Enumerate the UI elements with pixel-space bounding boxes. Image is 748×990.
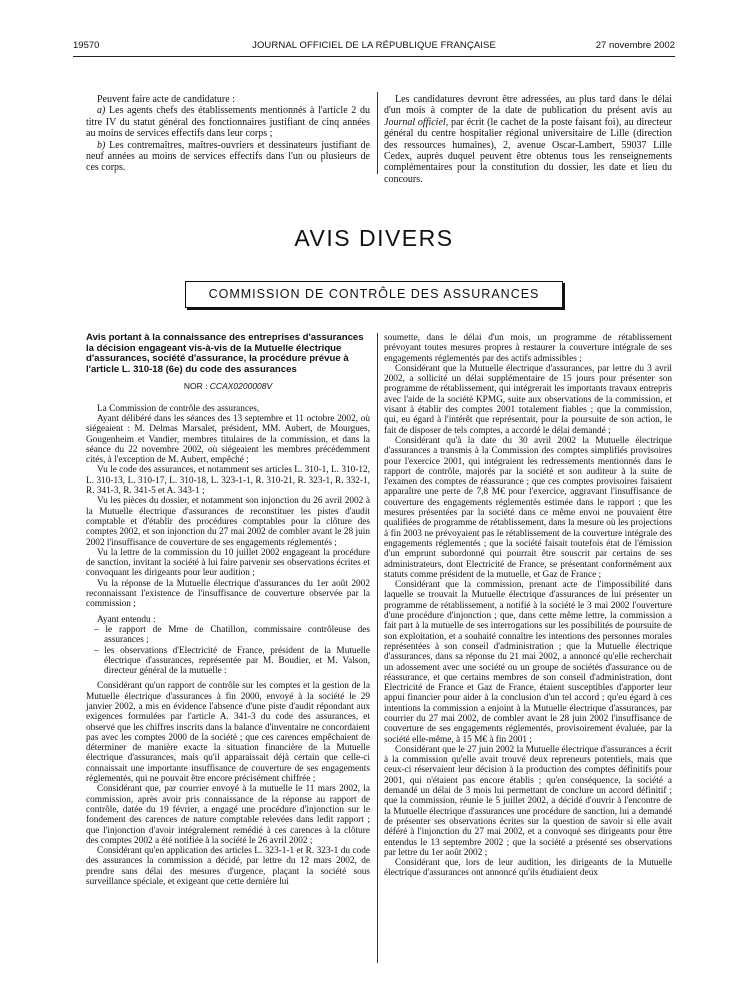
candidature-intro: Peuvent faire acte de candidature : <box>97 94 235 105</box>
paragraph: Considérant que, par courrier envoyé à la mutuelle le 11 mars 2002, la commission, après avoir pris connaissance de la réponse au rapport de contrôle, datée du 19 février, a engagé une procédure d'injonction sur le fondement des carences de nature comptable relevées dans ledit rapport ; que l'injonction d'avoir intégralement remédié à ces carences à la clôture des comptes 2002 a été notifiée à la société le 26 avril 2002 ; <box>86 784 370 846</box>
paragraph: Considérant qu'un rapport de contrôle sur les comptes et la gestion de la Mutuelle électrique d'assurances à fin 2000, envoyé à la société le 29 janvier 2002, a mis en évidence l'absence d'une piste d'audit répondant aux exigences formulées par l'article A. 341-3 du code des assurances, et observé que les chiffres inscrits dans la balance d'inventaire ne concordaient pas avec les comptes 2000 de la société ; que ces carences empêchaient de déterminer de manière exacte la situation financière de la Mutuelle électrique d'assurances, mais qu'il apparaissait déjà certain que celle-ci connaissait une importante insuffisance de couverture de ses engagements réglementés, qui ne pouvait être encore précisément chiffrée ; <box>86 681 370 785</box>
paragraph: Considérant que la Mutuelle électrique d'assurances, par lettre du 3 avril 2002, a sollicité un délai supplémentaire de 15 jours pour présenter son programme de rétablissement, qui intégrerait les importants travaux entrepris avec l'aide de la société KPMG, suite aux observations de la commission, et visant à établir des comptes 2001 totalement fiables ; que la commission, qui, eu égard à l'intérêt que représentait, pour la poursuite de son action, le fait de disposer de tels comptes, a accordé le délai demandé ; <box>384 363 672 436</box>
paragraph: Vu le code des assurances, et notamment ses articles L. 310-1, L. 310-12, L. 310-13, L. 310-17, L. 310-18, L. 323-1-1, R. 310-21, R. 323-1, R. 332-1, R. 341-3, R. 341-5 et A. 343-1 ; <box>86 465 370 497</box>
paragraph: Considérant que le 27 juin 2002 la Mutuelle électrique d'assurances a écrit à la commission qu'elle avait trouvé deux repreneurs potentiels, mais que ceux-ci réservaient leur décision à la production des comptes définitifs pour 2001, qui n'étaient pas encore établis ; qu'en conséquence, la société a demandé un délai de 3 mois lui permettant de conclure un accord définitif ; que la commission, réunie le 5 juillet 2002, a décidé d'ouvrir à l'encontre de la Mutuelle électrique d'assurances une procédure de sanction, lui a demandé de présenter ses observations écrites sur la question de savoir si elle avait déféré à l'injonction du 27 mai 2002, et a convoqué ses dirigeants pour être entendus le 13 septembre 2002 ; que la société a présenté ses observations par lettre du 1er août 2002 ; <box>384 744 672 858</box>
article-title: Avis portant à la connaissance des entreprises d'assurances la décision engageant vis-à-vis de la Mutuelle électrique d'assurances, société d'assurance, la procédure prévue à l'article L. 310-18 (6e) du code des assurances <box>86 332 364 375</box>
candidature-item-b: b) Les contremaîtres, maîtres-ouvriers et dessinateurs justifiant de neuf années au moins de services effectifs dans l'un ou plusieurs de ces corps. <box>86 139 370 174</box>
paragraph: soumette, dans le délai d'un mois, un programme de rétablissement prévoyant toutes mesures propres à restaurer la couverture intégrale de ses engagements réglementés par des actifs admissibles ; <box>384 333 672 364</box>
page-header <box>73 40 675 54</box>
column-divider <box>377 333 378 963</box>
top-right-column <box>384 94 672 185</box>
paragraph: Ayant entendu : <box>97 614 156 625</box>
article-left-column <box>86 333 370 887</box>
paragraph: Considérant que, lors de leur audition, les dirigeants de la Mutuelle électrique d'assurances ont annoncé qu'ils étudiaient deux <box>384 858 672 879</box>
paragraph: Vu la réponse de la Mutuelle électrique d'assurances du 1er août 2002 reconnaissant l'existence de l'insuffisance de couverture observée par la commission ; <box>86 578 370 610</box>
article-right-column <box>384 333 672 879</box>
commission-title: COMMISSION DE CONTRÔLE DES ASSURANCES <box>208 287 540 301</box>
journal-title: JOURNAL OFFICIEL DE LA RÉPUBLIQUE FRANÇAISE <box>252 40 496 51</box>
paragraph: Vu les pièces du dossier, et notamment son injonction du 26 avril 2002 à la Mutuelle électrique d'assurances de reconstituer les pistes d'audit comptable et d'établir des procédures comptables pour la clôture des comptes 2002, et son injonction du 27 mai 2002 de combler avant le 28 juin 2002 l'insuffisance de couverture de ses engagements réglementés ; <box>86 496 370 548</box>
list-item: – les observations d'Electricité de France, président de la Mutuelle électrique d'assurances, représentée par M. Boudier, et M. Valson, directeur général de la mutuelle : <box>94 645 370 677</box>
top-left-column <box>86 94 370 174</box>
paragraph: La Commission de contrôle des assurances, <box>97 403 260 414</box>
paragraph: Considérant qu'en application des articles L. 323-1-1 et R. 323-1 du code des assurances la commission a décidé, par lettre du 12 mars 2002, de prendre sans délai des mesures d'urgence, plaçant la société sous surveillance spéciale, et exigeant que cette dernière lui <box>86 846 370 888</box>
candidature-address: Les candidatures devront être adressées, au plus tard dans le délai d'un mois à compter de la date de publication du présent avis au Journal officiel, par écrit (le cachet de la poste faisant foi), au directeur général du centre hospitalier régional universitaire de Lille (direction des ressources humaines), 2, avenue Oscar-Lambert, 59037 Lille Cedex, auprès duquel peuvent être obtenus tous les renseignements complémentaires pour la constitution du dossier, les date et lieu du concours. <box>384 94 672 185</box>
header-rule <box>73 56 675 57</box>
list-item: – le rapport de Mme de Chatillon, commissaire contrôleuse des assurances ; <box>94 624 370 646</box>
paragraph: Vu la lettre de la commission du 10 juillet 2002 engageant la procédure de sanction, invitant la société à lui faire parvenir ses observations écrites et convoquant les dirigeants pour leur audition ; <box>86 547 370 579</box>
page-number: 19570 <box>73 40 100 51</box>
issue-date: 27 novembre 2002 <box>595 40 675 51</box>
paragraph: Ayant délibéré dans les séances des 13 septembre et 11 octobre 2002, où siégeaient : M. Delmas Marsalet, président, MM. Aubert, de Mourgues, Gougenheim et Vandier, membres titulaires de la commission, et dans la séance du 22 novembre 2002, où siégeaient les membres précédemment cités, à l'exception de M. Aubert, empêché ; <box>86 413 370 466</box>
commission-box <box>185 281 563 308</box>
nor-reference: NOR : CCAX0200008V <box>183 381 273 392</box>
hearing-list <box>86 625 370 676</box>
paragraph: Considérant qu'à la date du 30 avril 2002 la Mutuelle électrique d'assurances a transmis à la Commission des comptes simplifiés provisoires pour l'exercice 2001, qui intégraient les redressements mentionnés dans le rapport de contrôle, majorés par la société et son auditeur à la suite de l'examen des comptes de réassurance ; que ces comptes provisoires faisaient apparaître une perte de 7,8 M€ pour l'exercice, aggravant l'insuffisance de couverture des engagements réglementés estimée dans le rapport ; que les mesures présentées par la société dans ce même envoi ne pouvaient être qualifiées de programme de rétablissement, dans la mesure où les projections à fin 2003 ne prévoyaient pas le rétablissement de la couverture intégrale des engagements réglementés ; que la société faisait toutefois état de l'émission d'un emprunt subordonné qui pourrait être souscrit par certains de ses administrateurs, dont Electricité de France, se présentant conformément aux statuts comme président de la mutuelle, et Gaz de France ; <box>384 435 672 580</box>
column-divider <box>377 92 378 174</box>
paragraph: Considérant que la commission, prenant acte de l'impossibilité dans laquelle se trouvait la Mutuelle électrique d'assurances de lui présenter un programme de rétablissement, a notifié à la société le 3 mai 2002 l'ouverture d'une procédure d'injonction ; que, dans cette même lettre, la commission a fait part à la mutuelle de ses interrogations sur les possibilités de poursuite de son exploitation, et a souhaité connaître les intentions des personnes morales représentées à son conseil d'administration ; que la Mutuelle électrique d'assurances, dans sa réponse du 21 mai 2002, a annoncé qu'elle recherchait un adossement avec une société ou un groupe de sociétés d'assurance ou de réassurance, et que certains membres de son conseil d'administration, dont Electricité de France et Gaz de France, étaient susceptibles d'apporter leur appui financier pour aider à la conclusion d'un tel accord ; qu'eu égard à ces intentions la commission a enjoint à la Mutuelle électrique d'assurances, par courrier du 27 mai 2002, de combler avant le 28 juin 2002 l'insuffisance de couverture de ses engagements réglementés, provisoirement évaluée, par la société elle-même, à 15 M€ à fin 2001 ; <box>384 580 672 745</box>
section-title: AVIS DIVERS <box>294 225 454 251</box>
candidature-item-a: a) Les agents chefs des établissements mentionnés à l'article 2 du titre IV du statut général des fonctionnaires justifiant de cinq années au moins de services effectifs dans leur corps ; <box>86 105 370 140</box>
